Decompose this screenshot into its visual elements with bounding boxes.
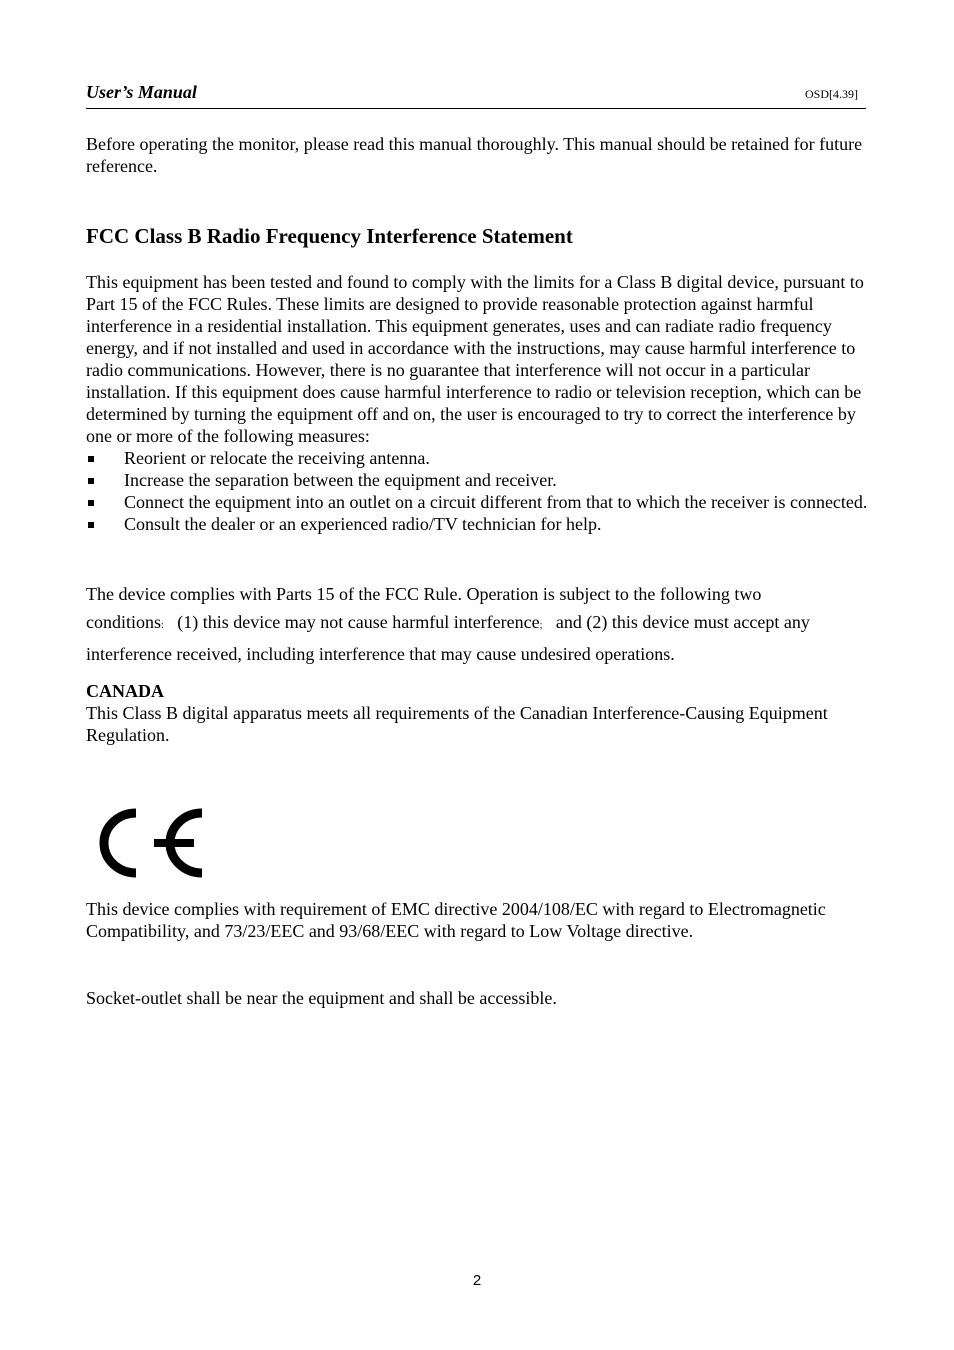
list-item-text: Reorient or relocate the receiving antenna. [124,448,430,468]
canada-paragraph: This Class B digital apparatus meets all requirements of the Canadian Interference-Causing Equipment Regulation. [86,703,828,745]
bullet-icon [88,522,94,528]
ce-mark-icon [92,800,208,886]
list-item [86,513,872,535]
list-item [86,447,872,469]
list-item-text: Increase the separation between the equipment and receiver. [124,470,557,490]
bullet-icon [88,500,94,506]
emc-paragraph: This device complies with requirement of EMC directive 2004/108/EC with regard to Electromagnetic Compatibility, and 73/23/EEC and 93/68/EEC with regard to Low Voltage directive. [86,899,826,941]
document-code: OSD[4.39] [805,87,858,101]
intro-paragraph: Before operating the monitor, please read this manual thoroughly. This manual should be retained for future reference. [86,134,863,176]
compliance-semicolon: ; [539,620,543,631]
compliance-colon: : [161,620,164,631]
bullet-icon [88,478,94,484]
list-item [86,469,872,491]
list-item-text: Connect the equipment into an outlet on a circuit different from that to which the receiver is connected. [124,492,868,512]
compliance-text-3: and (2) this device must accept any interference received, including interference that may cause undesired operations. [86,612,810,664]
socket-paragraph: Socket-outlet shall be near the equipment and shall be accessible. [86,988,557,1008]
bullet-icon [88,456,94,462]
measures-list [86,447,872,535]
fcc-paragraph: This equipment has been tested and found to comply with the limits for a Class B digital device, pursuant to Part 15 of the FCC Rules. These limits are designed to provide reasonable protection against harmful interference in a residential installation. This equipment generates, uses and can radiate radio frequency energy, and if not installed and used in accordance with the instructions, may cause harmful interference to radio communications. However, there is no guarantee that interference will not occur in a particular installation. If this equipment does cause harmful interference to radio or television reception, which can be determined by turning the equipment off and on, the user is encouraged to try to correct the interference by one or more of the following measures: [86,272,864,446]
compliance-text-2: (1) this device may not cause harmful interference [177,612,540,632]
canada-heading: CANADA [86,681,164,701]
page-header [86,82,866,109]
fcc-section [86,271,872,535]
manual-title: User’s Manual [86,82,197,102]
list-item-text: Consult the dealer or an experienced radio/TV technician for help. [124,514,602,534]
list-item [86,491,872,513]
fcc-heading: FCC Class B Radio Frequency Interference Statement [86,224,573,248]
compliance-paragraph [86,580,872,668]
compliance-text-1: The device complies with Parts 15 of the FCC Rule. Operation is subject to the following two conditions [86,584,762,632]
page-number: 2 [472,1272,482,1289]
